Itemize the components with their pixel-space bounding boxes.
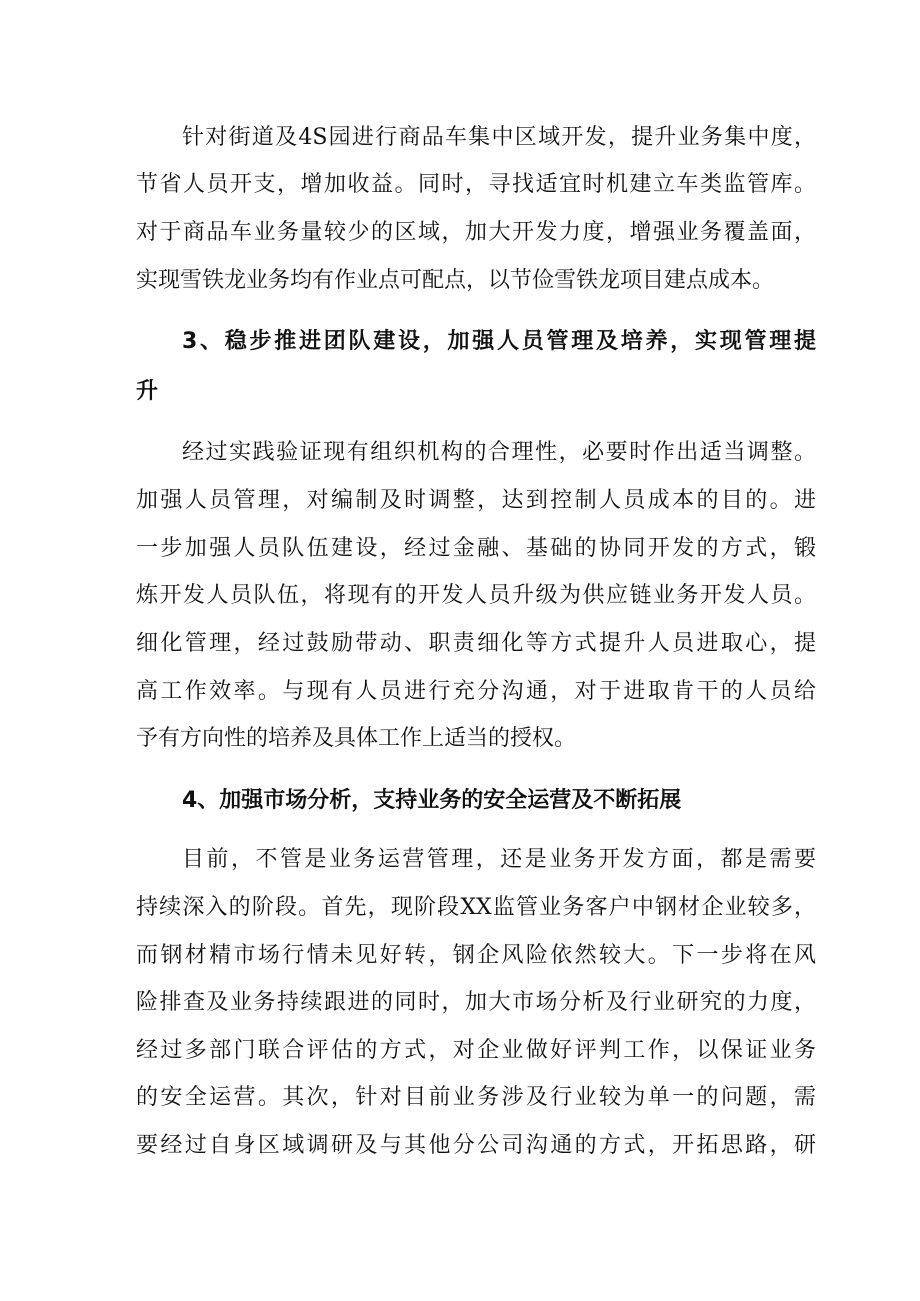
paragraph-line: 经过实践验证现有组织机构的合理性，必要时作出适当调整。 — [182, 440, 816, 465]
paragraph-line: 一步加强人员队伍建设，经过金融、基础的协同开发的方式，锻 — [136, 536, 816, 561]
paragraph-line: 目前，不管是业务运营管理，还是业务开发方面，都是需要 — [182, 847, 816, 872]
paragraph-line: 炼开发人员队伍，将现有的开发人员升级为供应链业务开发人员。 — [136, 583, 816, 608]
paragraph-line: 险排查及业务持续跟进的同时，加大市场分析及行业研究的力度， — [136, 990, 816, 1015]
paragraph-line: 而钢材精市场行情未见好转，钢企风险依然较大。下一步将在风 — [136, 943, 816, 968]
section-heading: 4、加强市场分析，支持业务的安全运营及不断拓展 — [182, 788, 682, 813]
paragraph-line: 加强人员管理，对编制及时调整，达到控制人员成本的目的。进 — [136, 488, 816, 513]
paragraph-line: 持续深入的阶段。首先，现阶段XX监管业务客户中钢材企业较多， — [136, 895, 816, 920]
section-heading: 升 — [136, 379, 159, 404]
paragraph-line: 经过多部门联合评估的方式，对企业做好评判工作，以保证业务 — [136, 1038, 816, 1063]
section-heading: 3、稳步推进团队建设，加强人员管理及培养，实现管理提 — [182, 329, 816, 354]
paragraph-line: 针对街道及4S园进行商品车集中区域开发，提升业务集中度， — [182, 125, 816, 150]
paragraph-line: 高工作效率。与现有人员进行充分沟通，对于进取肯干的人员给 — [136, 679, 816, 704]
paragraph-line: 要经过自身区域调研及与其他分公司沟通的方式，开拓思路，研 — [136, 1133, 816, 1158]
paragraph-line: 实现雪铁龙业务均有作业点可配点，以节俭雪铁龙项目建点成本。 — [136, 268, 775, 293]
paragraph-line: 节省人员开支，增加收益。同时，寻找适宜时机建立车类监管库。 — [136, 172, 816, 197]
paragraph-line: 对于商品车业务量较少的区域，加大开发力度，增强业务覆盖面， — [136, 220, 816, 245]
paragraph-line: 细化管理，经过鼓励带动、职责细化等方式提升人员进取心，提 — [136, 631, 816, 656]
paragraph-line: 的安全运营。其次，针对目前业务涉及行业较为单一的问题，需 — [136, 1085, 816, 1110]
paragraph-line: 予有方向性的培养及具体工作上适当的授权。 — [136, 726, 577, 751]
